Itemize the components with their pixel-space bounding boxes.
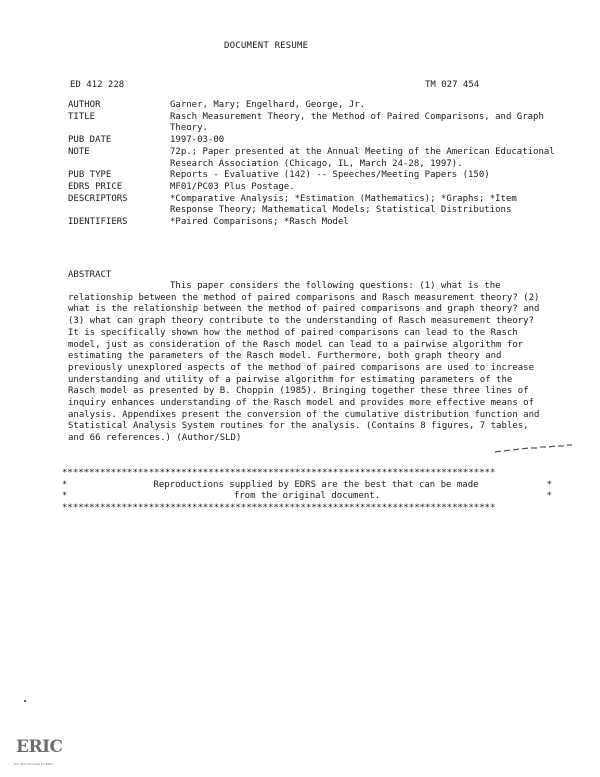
field-label: PUB DATE [68, 135, 112, 146]
star-border-top: ******************************************************************************** [62, 468, 496, 478]
eric-logo-text: ERIC [16, 737, 63, 757]
field-label: AUTHOR [68, 100, 101, 110]
field-row-author [68, 100, 568, 112]
eric-logo-tagline: Full Text Provided by ERIC [14, 762, 53, 766]
scan-dash-artifact [493, 440, 573, 462]
field-value: Garner, Mary; Engelhard, George, Jr. [170, 100, 366, 110]
field-label: PUB TYPE [68, 170, 112, 181]
ed-number: ED 412 228 [70, 80, 125, 90]
field-value: Rasch Measurement Theory, the Method of Paired Comparisons, and Graph Theory. [170, 111, 544, 134]
field-row-edrs-price [68, 182, 568, 194]
star-left: * [62, 491, 68, 501]
notice-text-2: from the original document. [233, 491, 381, 501]
field-label: DESCRIPTORS [68, 193, 128, 204]
metadata-fields [68, 100, 568, 229]
notice-text-1: Reproductions supplied by EDRS are the best that can be made [153, 480, 479, 490]
field-value: 72p.; Paper presented at the Annual Meeting of the American Educational Research Association (Chicago, IL, March 24-28, 1997). [170, 146, 555, 169]
field-value: 1997-03-00 [170, 135, 225, 146]
field-label: TITLE [68, 111, 96, 122]
star-left: * [62, 480, 68, 490]
tm-number: TM 027 454 [425, 80, 480, 90]
field-row-descriptors [68, 194, 568, 217]
abstract-text: This paper considers the following questions: (1) what is the relationship between the method of paired comparisons and Rasch measurement theory? (2) what is the relationship between the method of paired comparisons and graph theory? and (3) what can graph theory contribute to the understanding of Rasch measurement theory? It is specifically shown how the method of paired comparisons can lead to the Rasch model, just as consideration of the Rasch model can lead to a pairwise algorithm for estimating the parameters of the Rasch model. Furthermore, both graph theory and previously unexplored aspects of the method of paired comparisons are used to increase understanding and utility of a pairwise algorithm for estimating parameters of the Rasch model as presented by B. Choppin (1985). Bringing together these three lines of inquiry enhances understanding of the Rasch model and provides more effective means of analysis. Appendixes present the conversion of the cumulative distribution function and Statistical Analysis System routines for the analysis. (Contains 8 figures, 7 tables, and 66 references.) (Author/SLD) [68, 281, 540, 444]
field-row-pub-type [68, 170, 568, 182]
field-value: *Comparative Analysis; *Estimation (Mathematics); *Graphs; *Item Response Theory; Mathematical Models; Statistical Distributions [170, 193, 517, 216]
field-value: *Paired Comparisons; *Rasch Model [170, 217, 349, 228]
scan-speck [24, 700, 26, 702]
field-label: NOTE [68, 146, 90, 157]
star-right: * [546, 480, 552, 490]
star-border-bottom: ******************************************************************************** [62, 503, 496, 513]
field-value: MF01/PC03 Plus Postage. [170, 181, 295, 192]
eric-logo [14, 737, 63, 770]
field-label: IDENTIFIERS [68, 217, 128, 228]
abstract-label: ABSTRACT [68, 270, 112, 280]
field-row-pub-date [68, 135, 568, 147]
star-right: * [546, 491, 552, 501]
field-label: EDRS PRICE [68, 181, 123, 192]
document-title: DOCUMENT RESUME [224, 41, 309, 51]
field-value: Reports - Evaluative (142) -- Speeches/Meeting Papers (150) [170, 170, 490, 181]
field-row-note [68, 147, 568, 170]
field-row-title [68, 112, 568, 135]
field-row-identifiers [68, 217, 568, 229]
